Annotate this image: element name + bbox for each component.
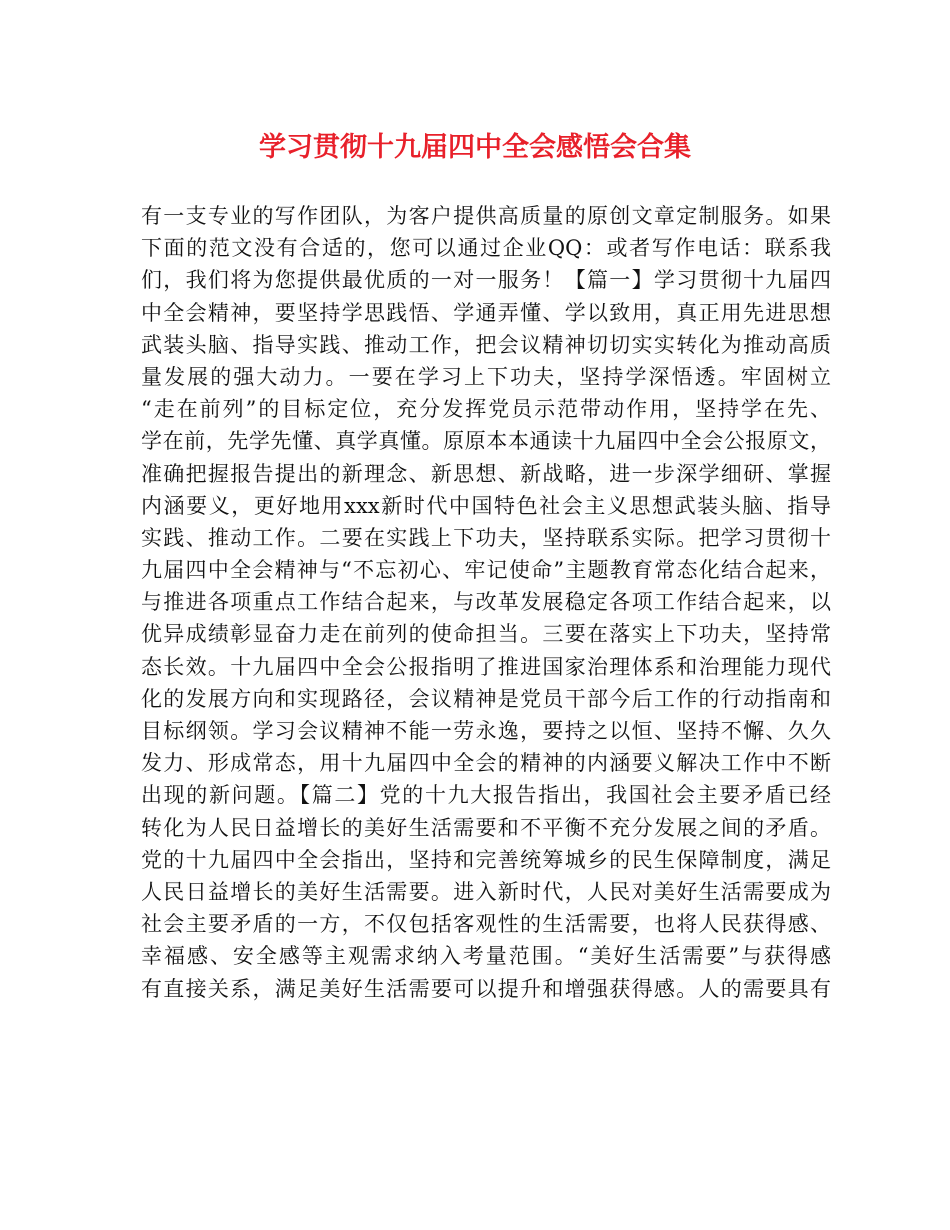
body-line: 出现的新问题。【篇二】党的十九大报告指出，我国社会主要矛盾已经 bbox=[141, 783, 831, 808]
body-line: 准确把握报告提出的新理念、新思想、新战略，进一步深学细研、掌握 bbox=[141, 461, 831, 486]
body-line: 九届四中全会精神与“不忘初心、牢记使命”主题教育常态化结合起来， bbox=[141, 558, 831, 583]
body-line: 内涵要义，更好地用xxx新时代中国特色社会主义思想武装头脑、指导 bbox=[141, 493, 831, 518]
body-line: 学在前，先学先懂、真学真懂。原原本本通读十九届四中全会公报原文， bbox=[141, 429, 831, 454]
body-line: 化的发展方向和实现路径，会议精神是党员干部今后工作的行动指南和 bbox=[141, 686, 831, 711]
document-body bbox=[141, 200, 831, 1005]
body-line: 量发展的强大动力。一要在学习上下功夫，坚持学深悟透。牢固树立 bbox=[141, 364, 831, 389]
body-line: 社会主要矛盾的一方，不仅包括客观性的生活需要，也将人民获得感、 bbox=[141, 912, 831, 937]
body-line: 有直接关系，满足美好生活需要可以提升和增强获得感。人的需要具有 bbox=[141, 976, 831, 1001]
body-line: 优异成绩彰显奋力走在前列的使命担当。三要在落实上下功夫，坚持常 bbox=[141, 622, 831, 647]
body-line: 转化为人民日益增长的美好生活需要和不平衡不充分发展之间的矛盾。 bbox=[141, 815, 831, 840]
body-line: 发力、形成常态，用十九届四中全会的精神的内涵要义解决工作中不断 bbox=[141, 751, 831, 776]
body-line: 与推进各项重点工作结合起来，与改革发展稳定各项工作结合起来，以 bbox=[141, 590, 831, 615]
document-title: 学习贯彻十九届四中全会感悟会合集 bbox=[259, 132, 691, 163]
body-line: 武装头脑、指导实践、推动工作，把会议精神切切实实转化为推动高质 bbox=[141, 332, 831, 357]
body-line: 有一支专业的写作团队，为客户提供高质量的原创文章定制服务。如果 bbox=[141, 204, 831, 228]
body-line: 幸福感、安全感等主观需求纳入考量范围。“美好生活需要”与获得感 bbox=[141, 944, 831, 969]
body-line: 党的十九届四中全会指出，坚持和完善统筹城乡的民生保障制度，满足 bbox=[141, 847, 831, 872]
body-line: “走在前列”的目标定位，充分发挥党员示范带动作用，坚持学在先、 bbox=[141, 397, 831, 422]
body-line: 下面的范文没有合适的，您可以通过企业QQ：或者写作电话：联系我 bbox=[141, 236, 831, 261]
body-line: 实践、推动工作。二要在实践上下功夫，坚持联系实际。把学习贯彻十 bbox=[141, 525, 831, 550]
body-line: 态长效。十九届四中全会公报指明了推进国家治理体系和治理能力现代 bbox=[141, 654, 831, 679]
body-line: 们，我们将为您提供最优质的一对一服务！【篇一】学习贯彻十九届四 bbox=[141, 268, 831, 293]
body-line: 中全会精神，要坚持学思践悟、学通弄懂、学以致用，真正用先进思想 bbox=[141, 300, 831, 325]
body-line: 目标纲领。学习会议精神不能一劳永逸，要持之以恒、坚持不懈、久久 bbox=[141, 719, 831, 743]
body-line: 人民日益增长的美好生活需要。进入新时代，人民对美好生活需要成为 bbox=[141, 879, 831, 904]
